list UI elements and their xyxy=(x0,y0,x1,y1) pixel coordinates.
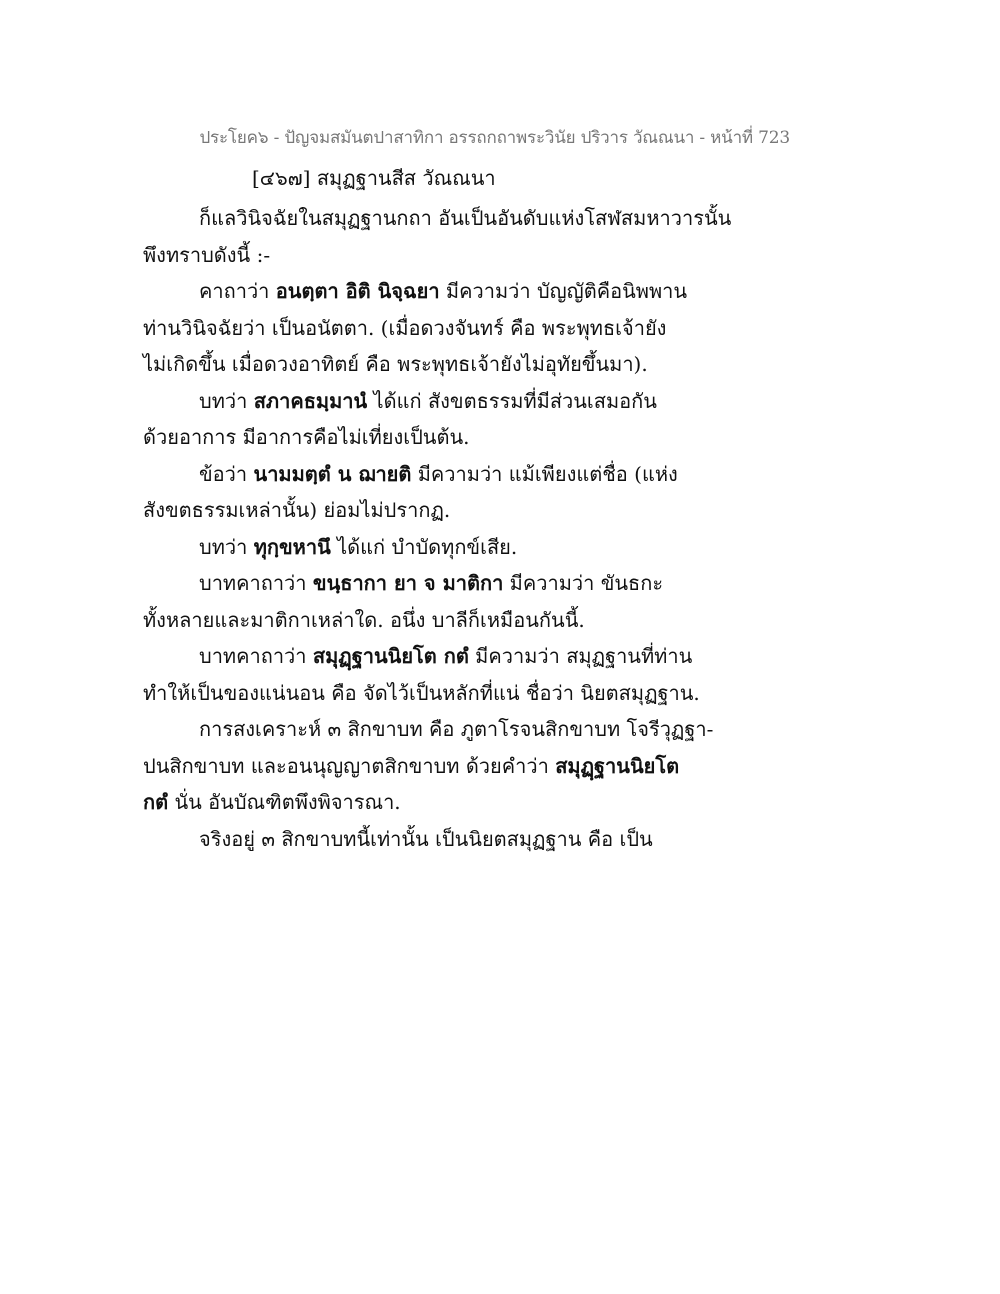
text-run: มีความว่า สมุฏฐานที่ท่าน xyxy=(468,644,693,668)
text-run: ทั้งหลายและมาติกาเหล่าใด. อนึ่ง บาลีก็เหมือนกันนี้. xyxy=(143,607,585,632)
text-line xyxy=(143,565,843,602)
text-line xyxy=(143,419,843,456)
bold-term: สมุฏฺฐานนิยโต xyxy=(555,753,680,778)
text-run: มีความว่า ขันธกะ xyxy=(503,571,664,595)
text-run: การสงเคราะห์ ๓ สิกขาบท คือ ภูตาโรจนสิกขาบท โจรีวุฏฐา- xyxy=(199,717,714,741)
text-run: มีความว่า บัญญัติคือนิพพาน xyxy=(439,279,688,303)
text-run: นั่น อันบัณฑิตพึงพิจารณา. xyxy=(168,790,401,814)
text-line xyxy=(143,456,843,493)
text-run: ข้อว่า xyxy=(199,461,254,486)
paragraph xyxy=(143,821,843,858)
body-text xyxy=(143,200,843,857)
text-run: สังขตธรรมเหล่านั้น) ย่อมไม่ปรากฏ. xyxy=(143,498,451,522)
bold-term: นามมตฺตํ น ฌายติ xyxy=(253,461,412,486)
section-heading: [๔๖๗] สมุฏฐานสีส วัณณนา xyxy=(252,166,496,190)
text-run: บาทคาถาว่า xyxy=(199,644,313,668)
text-line xyxy=(143,529,843,566)
text-run: ปนสิกขาบท และอนนุญญาตสิกขาบท ด้วยคำว่า xyxy=(143,753,556,778)
paragraph xyxy=(143,273,843,383)
text-line xyxy=(143,200,843,237)
paragraph xyxy=(143,200,843,273)
bold-term: สมุฏฺฐานนิยโต กตํ xyxy=(312,644,469,668)
bold-term: สภาคธมฺมานํ xyxy=(253,388,368,413)
text-line xyxy=(143,638,843,675)
text-run: ด้วยอาการ มีอาการคือไม่เที่ยงเป็นต้น. xyxy=(143,425,470,449)
text-line xyxy=(143,675,843,712)
paragraph xyxy=(143,529,843,566)
text-run: จริงอยู่ ๓ สิกขาบทนี้เท่านั้น เป็นนิยตสมุฏฐาน คือ เป็น xyxy=(199,826,653,851)
text-run: ก็แลวินิจฉัยในสมุฏฐานกถา อันเป็นอันดับแห่งโสฬสมหาวารนั้น xyxy=(199,206,732,230)
text-run: บาทคาถาว่า xyxy=(199,571,313,595)
bold-term: อนตฺตา อิติ นิจฺฉยา xyxy=(275,279,440,303)
paragraph xyxy=(143,711,843,821)
running-header: ประโยค๖ - ปัญจมสมันตปาสาทิกา อรรถกถาพระวินัย ปริวาร วัณณนา - หน้าที่ 723 xyxy=(199,128,790,148)
text-run: ทำให้เป็นของแน่นอน คือ จัดไว้เป็นหลักที่แน่ ชื่อว่า นิยตสมุฏฐาน. xyxy=(143,680,700,705)
text-line xyxy=(143,383,843,420)
text-run: ได้แก่ สังขตธรรมที่มีส่วนเสมอกัน xyxy=(367,388,657,413)
paragraph xyxy=(143,456,843,529)
paragraph xyxy=(143,638,843,711)
text-line xyxy=(143,711,843,748)
text-line xyxy=(143,273,843,310)
text-run: บทว่า xyxy=(199,388,254,413)
text-run: มีความว่า แม้เพียงแต่ชื่อ (แห่ง xyxy=(411,461,678,486)
text-line xyxy=(143,748,843,785)
text-line xyxy=(143,821,843,858)
text-run: ท่านวินิจฉัยว่า เป็นอนัตตา. (เมื่อดวงจันทร์ คือ พระพุทธเจ้ายัง xyxy=(143,315,667,340)
paragraph xyxy=(143,383,843,456)
text-line xyxy=(143,237,843,274)
bold-term: ขนฺธากา ยา จ มาติกา xyxy=(312,571,504,595)
text-line xyxy=(143,310,843,347)
text-run: บทว่า xyxy=(199,534,254,559)
paragraph xyxy=(143,565,843,638)
bold-term: ทุกฺขหานึ xyxy=(253,534,331,559)
text-line xyxy=(143,346,843,383)
bold-term: กตํ xyxy=(143,790,169,814)
text-line xyxy=(143,784,843,821)
text-line xyxy=(143,492,843,529)
text-run: ไม่เกิดขึ้น เมื่อดวงอาทิตย์ คือ พระพุทธเจ้ายังไม่อุทัยขึ้นมา). xyxy=(143,352,648,376)
text-line xyxy=(143,602,843,639)
text-run: คาถาว่า xyxy=(199,279,276,303)
text-run: ได้แก่ บำบัดทุกข์เสีย. xyxy=(330,534,518,559)
text-run: พึงทราบดังนี้ :- xyxy=(143,242,271,267)
